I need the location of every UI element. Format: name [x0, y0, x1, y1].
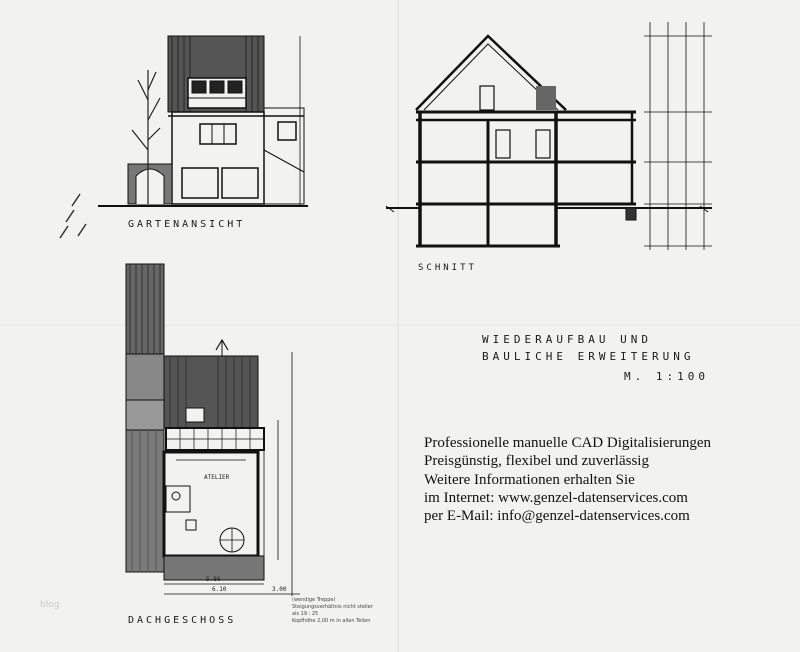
garden-elevation [60, 36, 308, 238]
stair-note-line1: (wendige Treppe) [292, 597, 336, 603]
drawing-scale: M. 1:100 [624, 370, 709, 383]
project-title-line2: BAULICHE ERWEITERUNG [482, 350, 695, 363]
section-title: SCHNITT [418, 263, 477, 273]
dimension-sub: 5.86 [206, 576, 221, 583]
stair-note-line4: Kopfhöhe 2,00 m in allen Teilen [292, 618, 371, 624]
room-label: ATELIER [204, 474, 230, 481]
floor-plan-title: DACHGESCHOSS [128, 615, 237, 626]
garden-view-title: GARTENANSICHT [128, 219, 246, 230]
dimension-width-total: 6.10 [212, 586, 227, 593]
building-section [386, 22, 712, 250]
info-line-1: Professionelle manuelle CAD Digitalisierungen [424, 435, 712, 451]
stair-note-line3: als 19 : 25 [292, 611, 319, 617]
watermark: blog [40, 600, 60, 610]
info-line-4: im Internet: www.genzel-datenservices.com [424, 489, 688, 506]
info-line-2: Preisgünstig, flexibel und zuverlässig [424, 453, 649, 470]
stair-note-line2: Steigungsverhältnis nicht steiler [292, 604, 373, 610]
info-line-5: per E-Mail: info@genzel-datenservices.com [424, 508, 690, 525]
project-title-line1: WIEDERAUFBAU UND [482, 333, 652, 346]
info-text-block [424, 434, 711, 525]
dimension-extra: 3.00 [272, 586, 287, 593]
attic-floor-plan [126, 264, 300, 596]
stair-note [292, 597, 373, 625]
info-line-3: Weitere Informationen erhalten Sie [424, 471, 635, 488]
